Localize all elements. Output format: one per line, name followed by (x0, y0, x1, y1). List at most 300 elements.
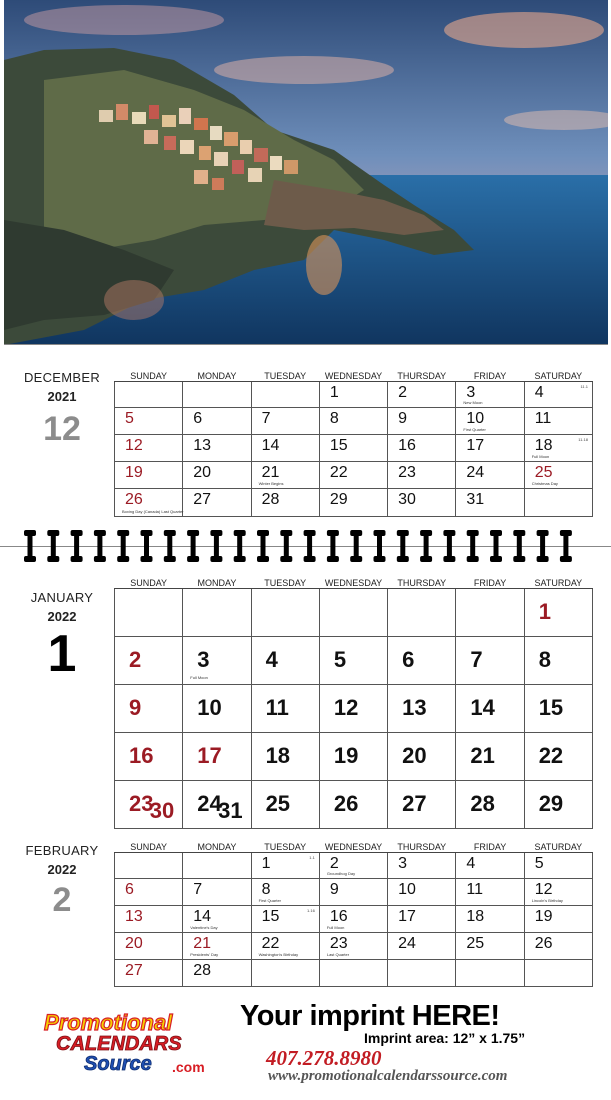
day-cell (251, 637, 319, 685)
day-cell (456, 589, 524, 637)
month-number: 12 (43, 410, 81, 448)
day-cell (251, 589, 319, 637)
day-cell (388, 906, 456, 933)
day-cell (183, 781, 251, 829)
day-cell (115, 489, 183, 517)
day-number: 14 (261, 437, 280, 454)
day-number: 26 (333, 791, 359, 816)
binding-ring (47, 530, 59, 562)
weekday-label: SUNDAY (115, 578, 183, 589)
day-cell (456, 637, 524, 685)
day-number: 21 (193, 935, 212, 952)
day-cell (388, 733, 456, 781)
day-cell (319, 879, 387, 906)
binding-ring (420, 530, 432, 562)
binding-ring (467, 530, 479, 562)
binding-ring (537, 530, 549, 562)
day-number: 3 (197, 647, 210, 672)
day-cell (319, 685, 387, 733)
day-number: 17 (398, 908, 416, 925)
day-cell (388, 960, 456, 987)
day-cell (115, 879, 183, 906)
day-number: 16 (398, 437, 416, 454)
day-number: 3 (398, 855, 408, 872)
day-number-secondary: 30 (149, 798, 175, 823)
day-cell (388, 462, 456, 489)
day-cell (183, 906, 251, 933)
weekday-label: SATURDAY (524, 842, 592, 853)
day-number: 7 (193, 881, 203, 898)
day-cell (251, 685, 319, 733)
day-number: 1 (329, 384, 339, 401)
day-tiny-mark: 1.1 (309, 855, 315, 860)
weekday-label: TUESDAY (251, 578, 319, 589)
binding-ring (117, 530, 129, 562)
week-row (115, 382, 593, 408)
binding-ring (24, 530, 36, 562)
day-note: Groundhog Day (326, 870, 356, 876)
day-cell (183, 382, 251, 408)
binding-ring (141, 530, 153, 562)
day-number: 22 (329, 464, 348, 481)
day-number: 10 (398, 881, 416, 898)
day-cell (251, 853, 319, 879)
day-number: 29 (538, 791, 564, 816)
day-cell (251, 906, 319, 933)
day-cell (456, 382, 524, 408)
day-note: Lincoln's Birthday (531, 897, 563, 903)
day-cell (388, 489, 456, 517)
day-cell (251, 408, 319, 435)
day-number: 24 (466, 464, 485, 481)
day-number: 6 (125, 881, 134, 898)
day-cell (183, 879, 251, 906)
day-number: 26 (125, 491, 143, 508)
day-cell (115, 589, 183, 637)
day-number: 8 (538, 647, 551, 672)
binding-ring (374, 530, 386, 562)
day-cell (524, 489, 592, 517)
day-cell (319, 435, 387, 462)
phone-number: 407.278.8980 (266, 1046, 382, 1070)
weekday-label: MONDAY (183, 578, 251, 589)
day-cell (524, 435, 592, 462)
day-cell (524, 462, 592, 489)
day-cell (456, 960, 524, 987)
day-number: 21 (470, 743, 495, 768)
day-cell (251, 462, 319, 489)
day-note: Full Moon (190, 674, 208, 680)
binding-ring (210, 530, 222, 562)
day-note: Full Moon (531, 453, 550, 459)
binding-ring (304, 530, 316, 562)
week-row (115, 435, 593, 462)
binding-ring (94, 530, 106, 562)
binding-ring (490, 530, 502, 562)
day-number: 10 (197, 695, 222, 720)
promotional-calendars-source-logo (40, 1004, 220, 1084)
binding-ring (71, 530, 83, 562)
day-cell (115, 685, 183, 733)
day-note: New Moon (463, 399, 483, 405)
week-row (115, 462, 593, 489)
logo-line-3: Source (84, 1053, 152, 1075)
day-number: 23 (129, 791, 154, 816)
day-cell (524, 933, 592, 960)
day-number: 9 (329, 881, 339, 898)
day-cell (456, 408, 524, 435)
month-name: DECEMBER (23, 370, 101, 385)
day-number: 18 (534, 437, 553, 454)
day-number: 1 (538, 599, 551, 624)
day-cell (183, 637, 251, 685)
day-number: 26 (534, 935, 553, 952)
day-cell (456, 733, 524, 781)
day-number: 5 (333, 647, 347, 672)
day-number: 19 (125, 464, 143, 481)
day-cell (456, 685, 524, 733)
month-year: 2022 (47, 862, 77, 877)
day-cell (524, 382, 592, 408)
day-number: 22 (538, 743, 564, 768)
day-number: 12 (534, 881, 553, 898)
day-number: 9 (398, 410, 408, 427)
day-number: 11 (466, 881, 484, 898)
day-cell (251, 435, 319, 462)
day-number: 3 (466, 384, 476, 401)
day-note: First Quarter (258, 897, 282, 903)
weekday-label: THURSDAY (388, 578, 456, 589)
day-number: 4 (265, 647, 278, 672)
day-cell (183, 733, 251, 781)
weekday-label: SATURDAY (524, 371, 592, 382)
day-number: 31 (466, 491, 485, 508)
day-note: Washington's Birthday (258, 951, 299, 957)
month-header-december (18, 370, 106, 446)
day-cell (183, 685, 251, 733)
day-note: Boxing Day (Canada) Last Quarter (122, 508, 184, 514)
day-number: 9 (129, 695, 142, 720)
month-number: 2 (52, 881, 72, 919)
day-note: Full Moon (326, 924, 345, 930)
day-cell (115, 637, 183, 685)
day-number: 22 (261, 935, 280, 952)
day-cell (388, 879, 456, 906)
day-cell (319, 589, 387, 637)
day-number: 16 (329, 908, 348, 925)
day-number: 11 (265, 695, 289, 720)
day-cell (524, 589, 592, 637)
day-number: 19 (534, 908, 553, 925)
day-cell (388, 408, 456, 435)
day-number: 8 (261, 881, 271, 898)
day-cell (388, 589, 456, 637)
weekday-label: FRIDAY (456, 371, 524, 382)
day-cell (319, 462, 387, 489)
logo-line-2: CALENDARS (56, 1033, 182, 1055)
day-cell (115, 408, 183, 435)
day-number: 5 (125, 410, 134, 427)
day-number: 18 (466, 908, 485, 925)
day-cell (183, 853, 251, 879)
week-row (115, 408, 593, 435)
day-cell (524, 781, 592, 829)
day-number: 12 (333, 695, 359, 720)
day-number: 14 (470, 695, 495, 720)
week-row (115, 637, 593, 685)
weekday-label: THURSDAY (388, 371, 456, 382)
week-row (115, 781, 593, 829)
weekday-label: SUNDAY (115, 842, 183, 853)
day-cell (388, 685, 456, 733)
day-number: 15 (538, 695, 564, 720)
day-number: 6 (402, 647, 415, 672)
day-cell (456, 462, 524, 489)
day-number: 24 (197, 791, 222, 816)
weekday-label: MONDAY (183, 371, 251, 382)
weekday-label: TUESDAY (251, 842, 319, 853)
day-cell (319, 382, 387, 408)
weekday-label: FRIDAY (456, 842, 524, 853)
day-cell (115, 382, 183, 408)
day-cell (524, 408, 592, 435)
day-number: 20 (402, 743, 427, 768)
day-cell (524, 960, 592, 987)
day-cell (183, 589, 251, 637)
day-cell (115, 906, 183, 933)
calendar-grid-december (114, 371, 593, 517)
day-cell (183, 489, 251, 517)
day-note: Last Quarter (326, 951, 350, 957)
day-cell (456, 879, 524, 906)
day-number: 5 (534, 855, 544, 872)
day-number: 17 (466, 437, 485, 454)
day-number: 23 (398, 464, 416, 481)
day-number: 20 (193, 464, 212, 481)
day-number: 20 (125, 935, 143, 952)
day-note: Valentine's Day (190, 924, 218, 930)
binding-ring (257, 530, 269, 562)
week-row (115, 853, 593, 879)
day-cell (251, 960, 319, 987)
day-number: 4 (534, 384, 544, 401)
day-cell (319, 960, 387, 987)
day-cell (388, 781, 456, 829)
day-cell (115, 853, 183, 879)
day-number: 7 (261, 410, 271, 427)
binding-ring (443, 530, 455, 562)
day-cell (456, 853, 524, 879)
day-number: 7 (470, 647, 483, 672)
month-header-february (18, 843, 106, 917)
day-number: 13 (402, 695, 427, 720)
day-note: Presidents' Day (190, 951, 219, 957)
day-cell (115, 933, 183, 960)
month-header-january (18, 590, 106, 683)
binding-ring (164, 530, 176, 562)
day-cell (524, 637, 592, 685)
day-number: 8 (329, 410, 339, 427)
day-cell (319, 781, 387, 829)
spiral-binding (0, 527, 611, 567)
day-number: 12 (125, 437, 143, 454)
day-number: 28 (193, 962, 212, 979)
week-row (115, 906, 593, 933)
day-cell (524, 685, 592, 733)
weekday-label: WEDNESDAY (319, 578, 387, 589)
day-cell (456, 781, 524, 829)
cinque-terre-photo (4, 0, 608, 345)
day-number: 6 (193, 410, 203, 427)
day-number: 2 (398, 384, 408, 401)
logo-line-1: Promotional (44, 1010, 173, 1035)
day-cell (319, 637, 387, 685)
day-cell (456, 933, 524, 960)
day-cell (183, 960, 251, 987)
day-number: 10 (466, 410, 485, 427)
day-cell (319, 933, 387, 960)
imprint-area-note: Imprint area: 12” x 1.75” (364, 1030, 526, 1046)
month-number: 1 (47, 625, 77, 683)
logo-suffix: .com (172, 1059, 205, 1075)
day-cell (319, 853, 387, 879)
day-number: 15 (261, 908, 280, 925)
month-name: JANUARY (30, 590, 94, 605)
day-number: 21 (261, 464, 280, 481)
website-url: www.promotionalcalendarssource.com (268, 1068, 508, 1084)
day-cell (388, 435, 456, 462)
day-number: 28 (261, 491, 280, 508)
day-number: 16 (129, 743, 154, 768)
day-cell (251, 933, 319, 960)
day-number: 28 (470, 791, 495, 816)
calendar-grid-february (114, 842, 593, 987)
day-number: 30 (398, 491, 416, 508)
day-number: 13 (125, 908, 143, 925)
day-note: Christmas Day (531, 480, 558, 486)
month-year: 2022 (47, 609, 77, 624)
binding-ring (397, 530, 409, 562)
binding-ring (187, 530, 199, 562)
week-row (115, 589, 593, 637)
week-row (115, 733, 593, 781)
day-number: 29 (329, 491, 348, 508)
day-number: 13 (193, 437, 212, 454)
binding-ring (280, 530, 292, 562)
week-row (115, 879, 593, 906)
day-cell (388, 382, 456, 408)
day-cell (456, 906, 524, 933)
day-number: 2 (129, 647, 142, 672)
day-cell (524, 879, 592, 906)
day-number: 15 (329, 437, 348, 454)
day-cell (251, 733, 319, 781)
day-number: 4 (466, 855, 476, 872)
calendar-grid-january (114, 578, 593, 829)
weekday-label: SUNDAY (115, 371, 183, 382)
day-cell (456, 435, 524, 462)
imprint-headline: Your imprint HERE! (240, 1000, 500, 1032)
day-number: 25 (466, 935, 485, 952)
weekday-label: THURSDAY (388, 842, 456, 853)
day-cell (251, 879, 319, 906)
binding-ring (350, 530, 362, 562)
day-note: First Quarter (463, 426, 486, 432)
day-cell (524, 906, 592, 933)
weekday-label: TUESDAY (251, 371, 319, 382)
day-cell (319, 489, 387, 517)
day-cell (251, 489, 319, 517)
day-tiny-mark: 1.16 (307, 908, 315, 913)
day-cell (115, 781, 183, 829)
weekday-header-row (115, 578, 593, 589)
day-cell (183, 462, 251, 489)
day-number: 24 (398, 935, 416, 952)
month-name: FEBRUARY (25, 843, 99, 858)
day-note: Winter Begins (258, 480, 284, 486)
day-number: 14 (193, 908, 212, 925)
day-tiny-mark: 11.18 (578, 437, 588, 442)
day-cell (524, 733, 592, 781)
day-cell (183, 435, 251, 462)
day-number: 17 (197, 743, 222, 768)
week-row (115, 933, 593, 960)
day-number: 27 (402, 791, 427, 816)
day-number: 1 (261, 855, 271, 872)
day-number: 27 (193, 491, 212, 508)
day-number-secondary: 31 (218, 798, 243, 823)
weekday-label: MONDAY (183, 842, 251, 853)
day-cell (115, 733, 183, 781)
binding-ring (513, 530, 525, 562)
day-cell (388, 637, 456, 685)
day-cell (319, 408, 387, 435)
week-row (115, 960, 593, 987)
day-number: 23 (329, 935, 348, 952)
day-cell (115, 462, 183, 489)
day-number: 27 (125, 962, 143, 979)
weekday-label: SATURDAY (524, 578, 592, 589)
weekday-label: FRIDAY (456, 578, 524, 589)
day-cell (388, 933, 456, 960)
day-cell (183, 933, 251, 960)
day-cell (524, 853, 592, 879)
day-number: 11 (534, 410, 552, 427)
day-cell (456, 489, 524, 517)
binding-ring (327, 530, 339, 562)
day-cell (183, 408, 251, 435)
week-row (115, 685, 593, 733)
day-cell (319, 906, 387, 933)
day-cell (251, 382, 319, 408)
day-tiny-mark: 11.1 (580, 384, 588, 389)
weekday-label: WEDNESDAY (319, 371, 387, 382)
weekday-label: WEDNESDAY (319, 842, 387, 853)
day-cell (115, 435, 183, 462)
day-number: 25 (265, 791, 291, 816)
day-number: 18 (265, 743, 291, 768)
day-number: 19 (333, 743, 359, 768)
day-number: 25 (534, 464, 553, 481)
day-cell (115, 960, 183, 987)
day-number: 2 (329, 855, 339, 872)
week-row (115, 489, 593, 517)
weekday-header-row (115, 371, 593, 382)
day-cell (319, 733, 387, 781)
day-cell (251, 781, 319, 829)
weekday-header-row (115, 842, 593, 853)
binding-ring (560, 530, 572, 562)
